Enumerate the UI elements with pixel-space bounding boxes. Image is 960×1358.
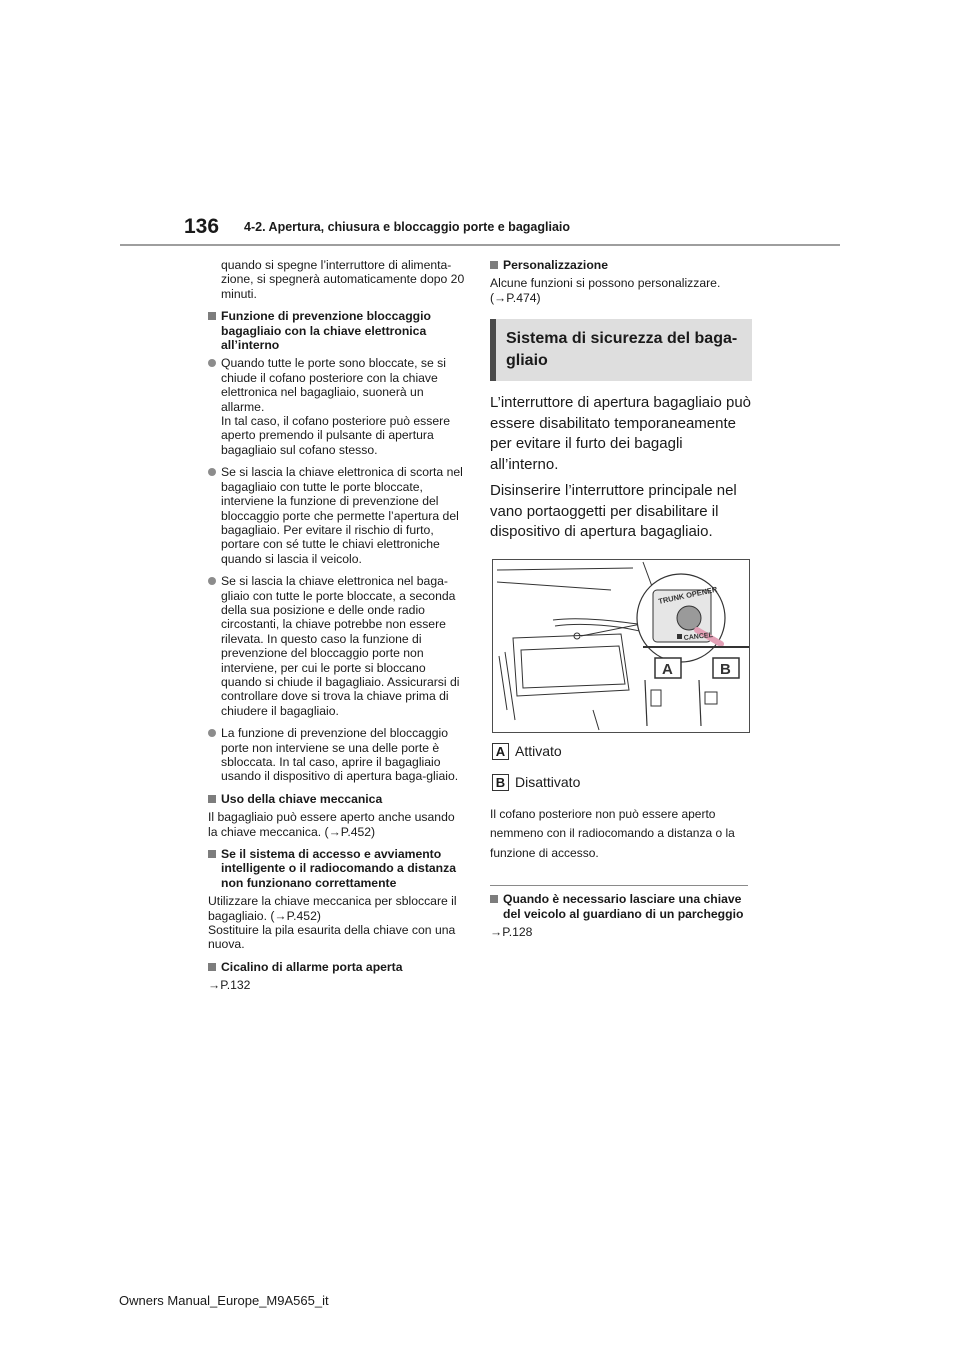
heading-text: Se il sistema di accesso e avviamento intelligente o il radiocomando a distanza non funzionano correttamente [221,847,456,890]
heading-text: Personalizzazione [503,258,608,272]
page-reference: →P.128 [490,925,533,940]
circle-bullet-icon [208,359,216,367]
bullet-text: Quando tutte le porte sono bloccate, se si chiude il cofano posteriore con la chiave elettronica nel bagagliaio, suonerà un allarme. [221,356,446,414]
chapter-title: 4-2. Apertura, chiusura e bloccaggio porte e bagagliaio [244,220,571,234]
section-heading-door-alarm [208,960,465,974]
square-bullet-icon [208,963,216,971]
glovebox-switch-illustration [492,559,750,733]
heading-text: Uso della chiave meccanica [221,791,383,806]
bullet-text-cont: In tal caso, il cofano posteriore può essere aperto premendo il pulsante di apertura bagagliaio sul cofano stesso. [221,414,450,457]
body-text: Il bagagliaio può essere aperto anche usando la chiave meccanica. (→P.452) [208,810,455,839]
body-text: Alcune funzioni si possono personalizzare. (→P.474) [490,276,721,305]
body-text-line: Utilizzare la chiave meccanica per sbloccare il bagagliaio. (→P.452) [208,894,457,923]
legend-item-deactivated [492,774,752,791]
heading-text: Cicalino di allarme porta aperta [221,959,403,974]
figure-label-a: A [662,660,673,678]
footer-text: Owners Manual_Europe_M9A565_it [119,1293,329,1308]
legend-key-b: B [492,774,509,791]
page-reference: →P.132 [208,978,251,993]
switch-label-top: TRUNK OPENER [657,584,719,606]
illustration-svg [493,560,749,732]
legend-key-a: A [492,743,509,760]
bullet-text: Se si lascia la chiave elettronica di scorta nel bagagliaio con tutte le porte bloccate, interviene la funzione di prevenzione del bloccaggio porte che permette l’apertura del bagagliaio. Per evitare il rischio di furto, portare con sé tutte le chiavi elettroniche quando si lascia il veicolo. [221,465,463,566]
legend-text: Disattivato [515,774,581,791]
note-text: Il cofano posteriore non può essere aperto nemmeno con il radiocomando a distanza o la funzione di accesso. [490,806,735,860]
legend-text: Attivato [515,743,562,760]
left-column [208,258,465,1001]
section-heading-valet [490,892,752,921]
bullet-item [208,574,465,718]
square-bullet-icon [490,895,498,903]
circle-bullet-icon [208,577,216,585]
section-heading-system-malfunction [208,847,465,890]
section-heading-personalization [490,258,752,272]
body-paragraph: L’interruttore di apertura bagagliaio può essere disabilitato temporaneamente per evitare il furto dei bagagli all’interno. [490,394,752,473]
square-bullet-icon [208,795,216,803]
bullet-item [208,356,465,457]
divider-rule [490,885,748,886]
body-text-line: Sostituire la pila esaurita della chiave con una nuova. [208,923,456,952]
square-bullet-icon [208,312,216,320]
body-text [208,894,465,952]
switch-label-bottom: CANCEL [683,631,714,642]
heading-text: Quando è necessario lasciare una chiave del veicolo al guardiano di un parcheggio [503,892,744,921]
legend-item-activated [492,743,752,760]
square-bullet-icon [490,261,498,269]
bullet-item [208,465,465,566]
section-heading-lock-prevention [208,309,465,352]
heading-text: Funzione di prevenzione bloccaggio bagagliaio con la chiave elettronica all’interno [221,309,431,353]
circle-bullet-icon [208,468,216,476]
figure-label-b: B [720,660,731,678]
right-column [490,258,752,947]
section-heading-mechanical-key [208,792,465,806]
square-bullet-icon [208,850,216,858]
circle-bullet-icon [208,729,216,737]
page-number: 136 [184,215,220,238]
body-paragraph: Disinserire l’interruttore principale nel vano portaoggetti per disabilitare il dispositivo di apertura bagagliaio. [490,482,737,541]
header-rule [120,244,840,246]
bullet-item [208,726,465,784]
section-title-box: Sistema di sicurezza del baga-gliaio [490,319,752,381]
intro-text: quando si spegne l’interruttore di alimenta-zione, si spegnerà automaticamente dopo 20 minuti. [221,258,465,301]
bullet-text: Se si lascia la chiave elettronica nel baga-gliaio con tutte le porte bloccate, a seconda della sua posizione e delle onde radio circostanti, la chiave potrebbe non essere rilevata. In questo caso la funzione di prevenzione del bloccaggio porte non interviene, per cui le porte si bloccano quando si chiude il bagagliaio. Assicurarsi di controllare dove si trova la chiave prima di chiudere il bagagliaio. [221,574,460,718]
bullet-text: La funzione di prevenzione del bloccaggio porte non interviene se una delle porte è sbloccata. In tal caso, aprire il bagagliaio usando il dispositivo di apertura baga-gliaio. [221,726,459,784]
